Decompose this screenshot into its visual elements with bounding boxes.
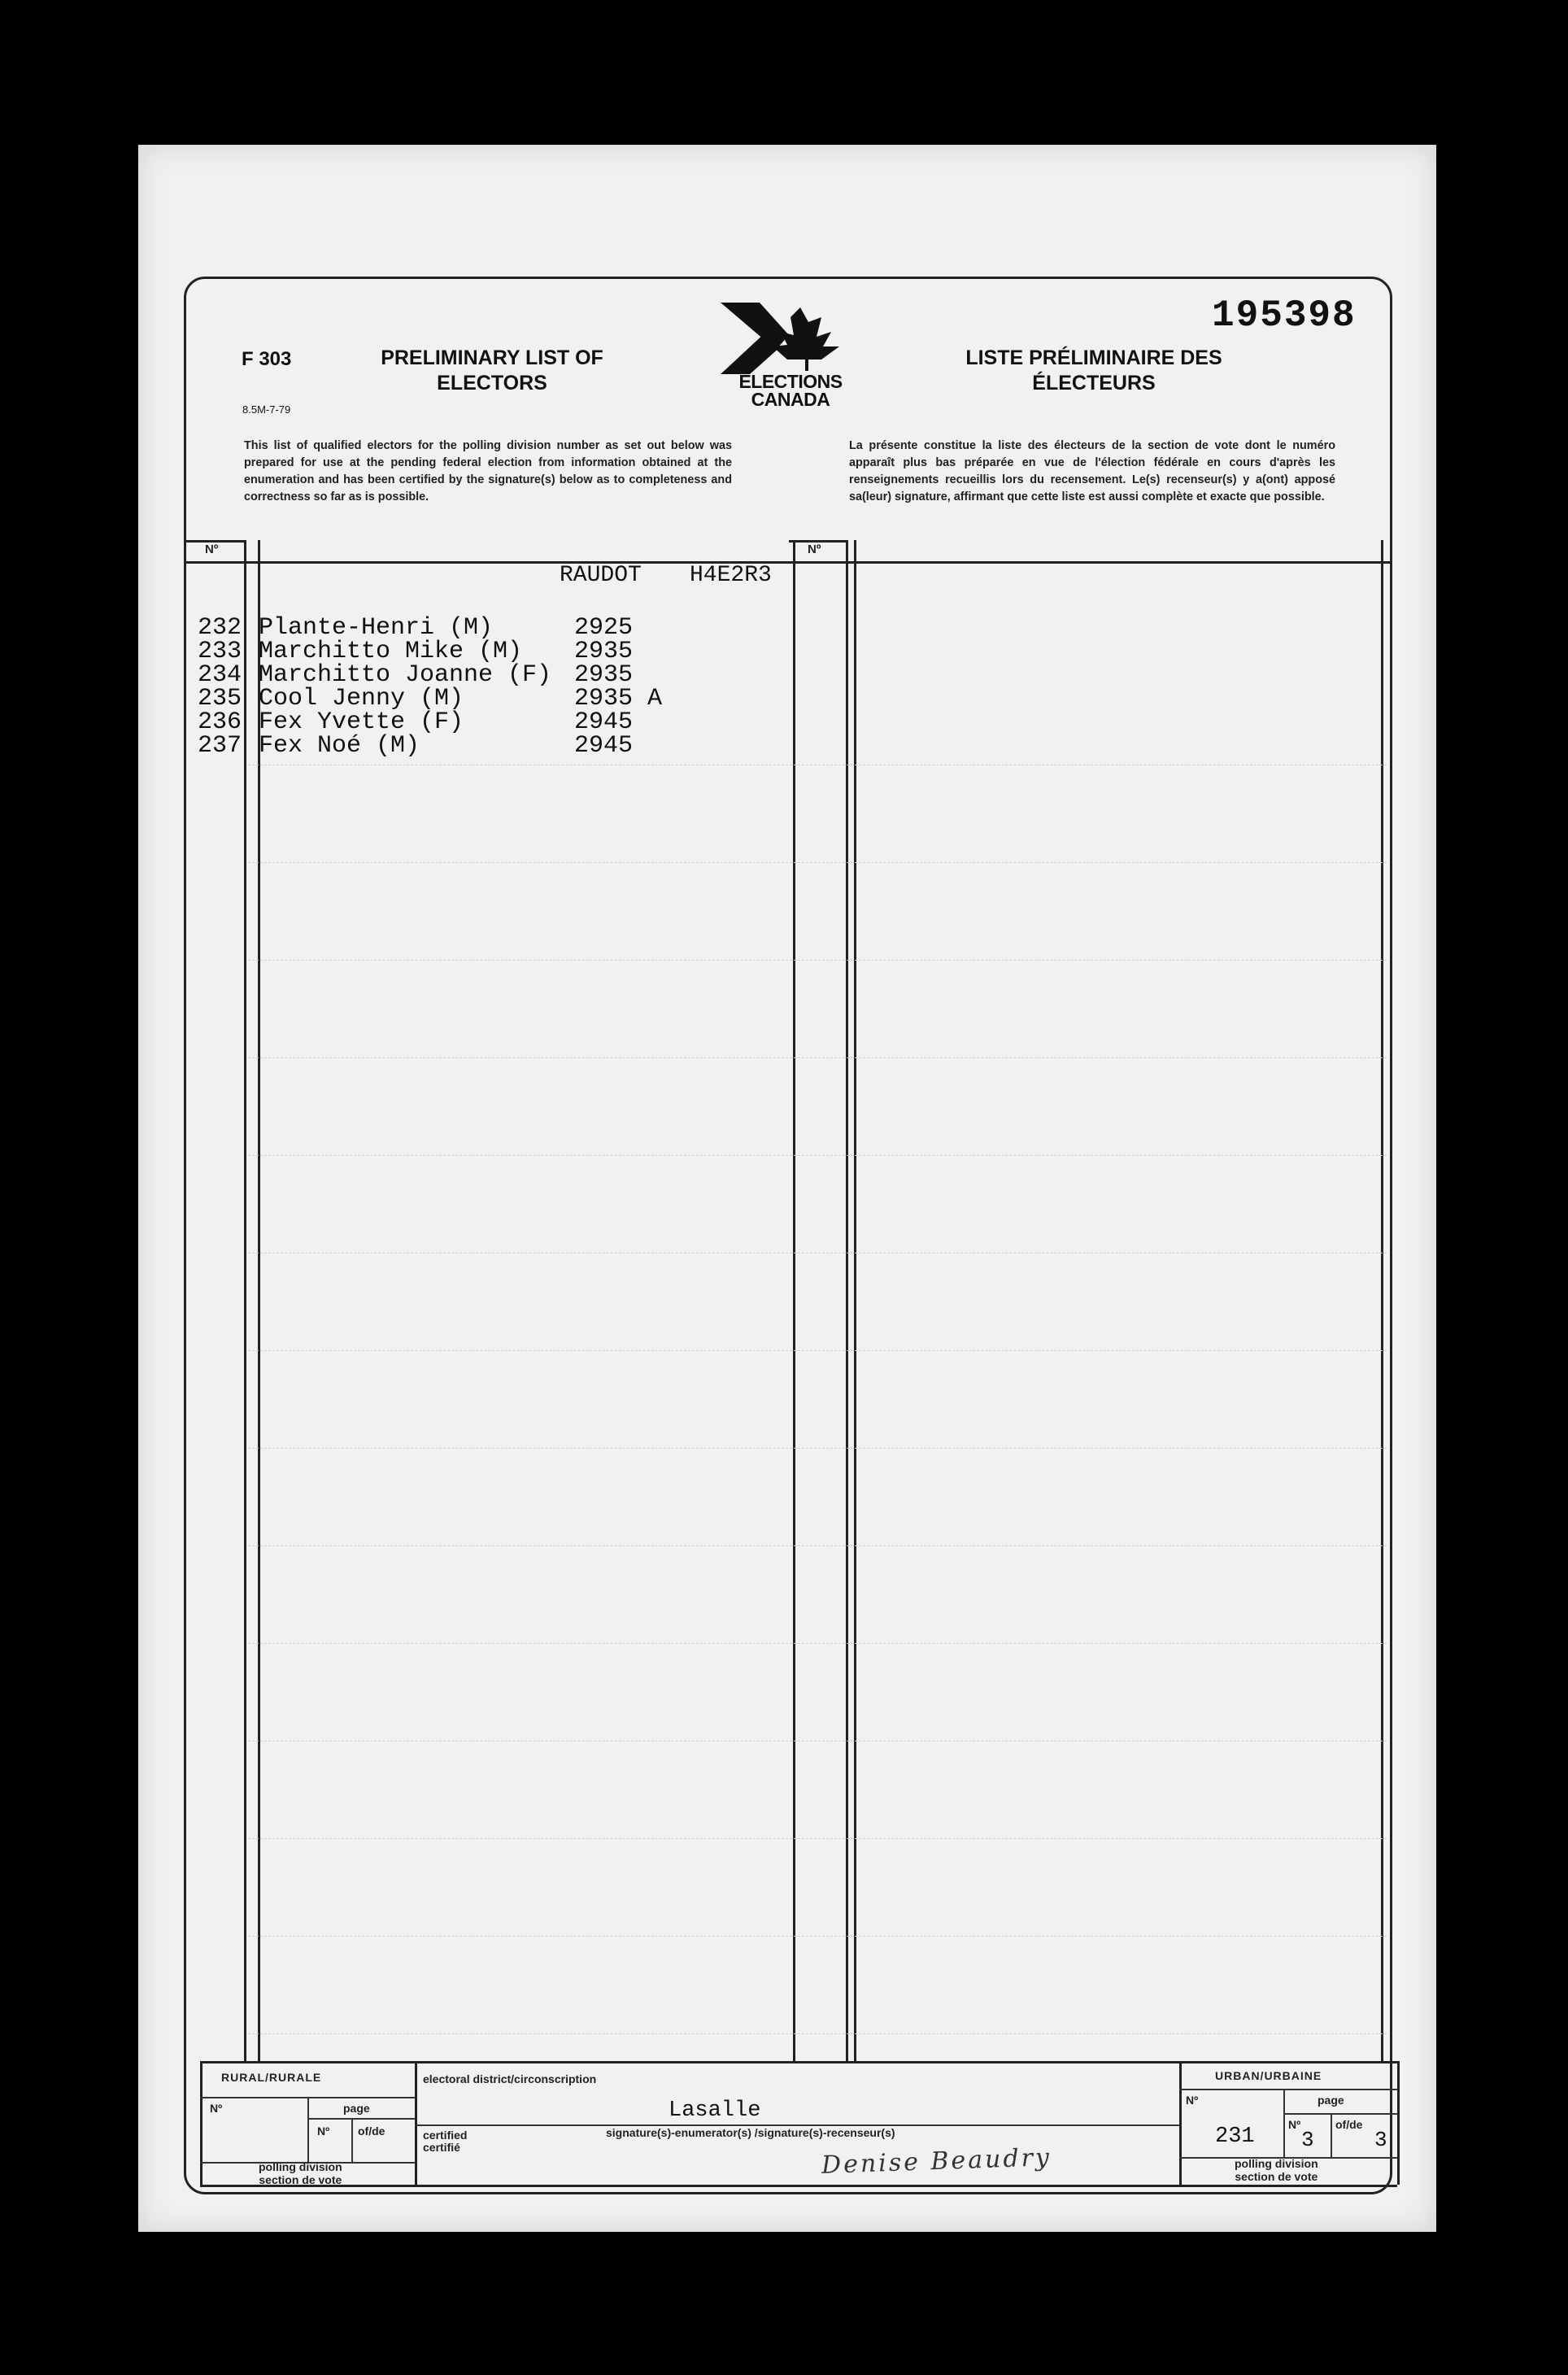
title-french (927, 346, 1261, 396)
ruled-line (248, 1350, 1387, 1351)
logo-text-line1: ELECTIONS (738, 371, 843, 392)
rural-polling-division-label-en: polling division (259, 2160, 342, 2173)
form-code: F 303 (242, 348, 292, 370)
entry-number: 237 (198, 732, 242, 760)
ruled-line (248, 862, 1387, 863)
urban-label: URBAN/URBAINE (1215, 2069, 1322, 2082)
column-divider-2 (258, 540, 260, 2061)
urban-no-label-2: Nº (1288, 2118, 1301, 2131)
ruled-line (248, 1936, 1387, 1937)
rural-no-label-2: Nº (317, 2124, 330, 2138)
entry-name: Cool Jenny (M) (259, 685, 464, 712)
footer-bottom-rule (200, 2185, 1397, 2187)
urban-page-no: 3 (1301, 2128, 1314, 2152)
street-name: RAUDOT (560, 563, 642, 588)
urban-polling-no: 231 (1215, 2124, 1255, 2149)
column-divider-right (1381, 540, 1383, 2061)
urban-rule-2 (1283, 2113, 1397, 2115)
urban-polling-division-label (1235, 2157, 1318, 2183)
entry-name: Marchitto Joanne (F) (259, 661, 552, 689)
urban-divider-1 (1283, 2089, 1285, 2157)
rural-polling-division-label (259, 2160, 342, 2186)
rural-no-label: Nº (210, 2102, 223, 2115)
title-french-line2: ÉLECTEURS (1032, 372, 1156, 394)
elections-canada-logo (709, 299, 872, 413)
urban-no-label: Nº (1186, 2094, 1199, 2107)
footer-right-edge (1397, 2061, 1400, 2185)
rural-rule-2 (307, 2118, 415, 2120)
title-english (342, 346, 642, 396)
column-divider-1 (244, 540, 246, 2061)
column-divider-3 (793, 540, 795, 2061)
urban-polling-division-label-fr: section de vote (1235, 2170, 1318, 2183)
entry-number: 233 (198, 638, 242, 665)
ruled-line (248, 2033, 1387, 2034)
column-divider-5 (854, 540, 856, 2061)
entry-civic-number: 2945 (574, 732, 634, 760)
entry-number: 234 (198, 661, 242, 689)
certified-label-fr: certifié (423, 2141, 460, 2154)
rural-label: RURAL/RURALE (221, 2071, 322, 2084)
entry-civic-number: 2925 (574, 614, 634, 642)
certified-label-en: certified (423, 2129, 468, 2142)
entry-name: Fex Yvette (F) (259, 708, 464, 736)
electoral-district-label: electoral district/circonscription (423, 2072, 597, 2085)
col-header-no-right: Nº (808, 543, 821, 556)
rural-of-label: of/de (358, 2124, 385, 2138)
rural-block-divider (415, 2061, 417, 2185)
entry-number: 236 (198, 708, 242, 736)
urban-block-divider (1179, 2061, 1182, 2185)
entry-name: Plante-Henri (M) (259, 614, 494, 642)
electoral-district-value: Lasalle (669, 2098, 761, 2123)
title-english-line1: PRELIMINARY LIST OF (381, 346, 603, 369)
urban-page-label: page (1318, 2094, 1344, 2107)
entry-number: 235 (198, 685, 242, 712)
intro-english: This list of qualified electors for the polling division number as set out below was prepared for use at the pending federal election from information obtained at the enumeration and has been certified by the signature(s) below as to completeness and correctness so far as is possible. (244, 439, 732, 503)
urban-page-of: 3 (1374, 2128, 1387, 2152)
ruled-line (248, 1545, 1387, 1546)
entry-civic-number: 2935 (574, 661, 634, 689)
ruled-line (248, 1155, 1387, 1156)
serial-number: 195398 (1212, 294, 1357, 337)
ruled-line (248, 1057, 1387, 1058)
intro-french: La présente constitue la liste des électeurs de la section de vote dont le numéro apparaît plus bas préparée en vue de l'élection fédérale en cours d'après les renseignements recueillis lors du recensement. Le(s) recenseur(s) y a(ont) apposé sa(leur) signature, affirmant que cette liste est aussi complète et exacte que possible. (849, 439, 1335, 503)
enumerator-signature: Denise Beaudry (821, 2143, 1052, 2180)
entry-number: 232 (198, 614, 242, 642)
list-top-rule (184, 561, 1392, 564)
logo-text (717, 373, 864, 408)
entry-name: Fex Noé (M) (259, 732, 420, 760)
entry-civic-number: 2935 A (574, 685, 663, 712)
ruled-line (248, 1838, 1387, 1839)
footer-left-edge (200, 2061, 203, 2185)
rural-page-label: page (343, 2102, 370, 2115)
signature-label: signature(s)-enumerator(s) /signature(s)-recenseur(s) (606, 2126, 895, 2139)
footer-top-rule (200, 2061, 1397, 2063)
certified-label (423, 2129, 467, 2154)
rural-divider-1 (307, 2097, 309, 2162)
ruled-line (248, 1643, 1387, 1644)
ruled-line (248, 1448, 1387, 1449)
ruled-line (248, 960, 1387, 961)
rural-polling-division-label-fr: section de vote (259, 2173, 342, 2186)
column-divider-4 (846, 540, 848, 2061)
entry-name: Marchitto Mike (M) (259, 638, 523, 665)
entry-civic-number: 2935 (574, 638, 634, 665)
entry-civic-number: 2945 (574, 708, 634, 736)
form-frame (184, 277, 1392, 2194)
rural-divider-2 (351, 2118, 353, 2162)
urban-of-label: of/de (1335, 2118, 1363, 2131)
urban-polling-division-label-en: polling division (1235, 2157, 1318, 2170)
logo-text-line2: CANADA (751, 389, 830, 410)
street-postal-code: H4E2R3 (690, 563, 772, 588)
col-header-no-left: Nº (205, 543, 219, 556)
print-code: 8.5M-7-79 (242, 403, 291, 416)
title-english-line2: ELECTORS (437, 372, 547, 394)
title-french-line1: LISTE PRÉLIMINAIRE DES (965, 346, 1222, 369)
urban-divider-2 (1331, 2113, 1332, 2157)
urban-rule-1 (1179, 2089, 1397, 2090)
